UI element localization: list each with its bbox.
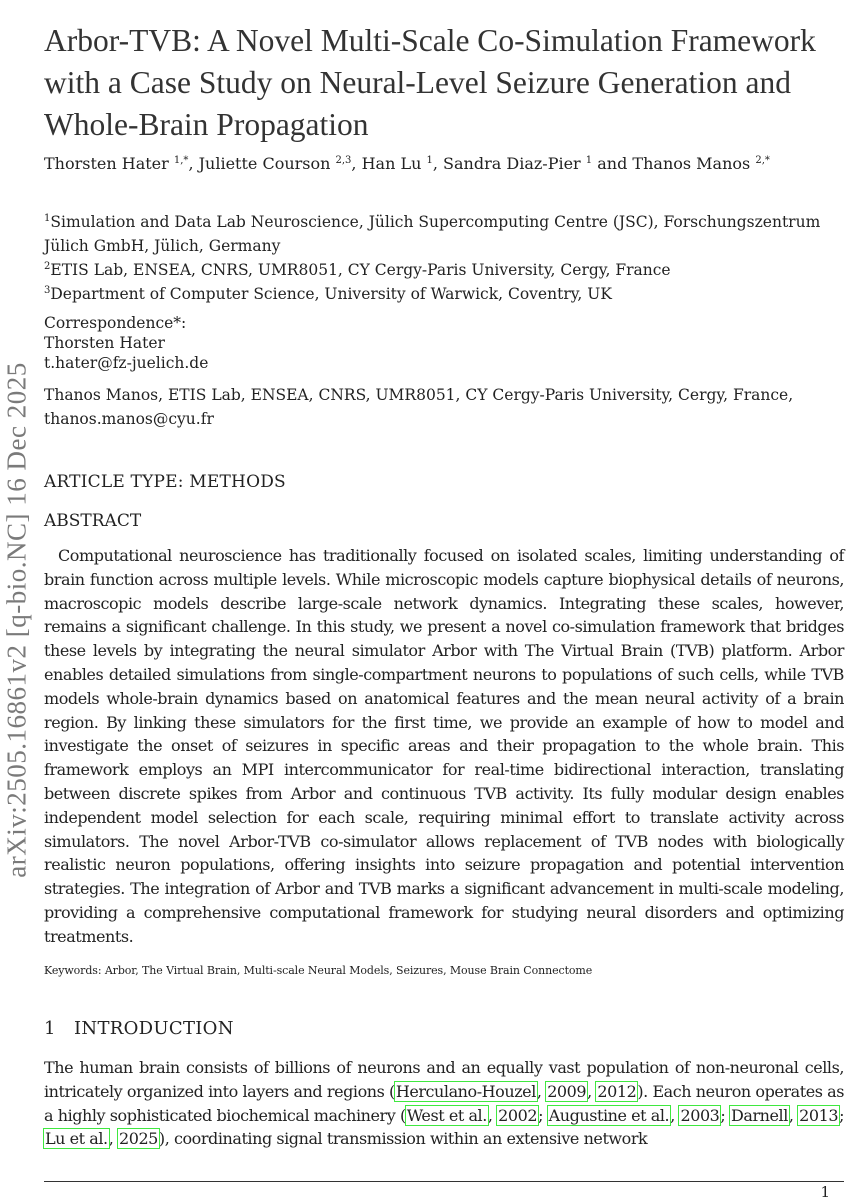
correspondence-name: Thorsten Hater [44,334,165,352]
citation-link[interactable]: 2013 [799,1105,839,1125]
correspondence-block [44,313,208,373]
affiliation-text: ETIS Lab, ENSEA, CNRS, UMR8051, CY Cergy-Paris University, Cergy, France [50,261,671,279]
section-heading [44,1018,234,1039]
correspondence-label: Correspondence*: [44,314,187,332]
affiliation-number: 2 [44,261,51,272]
page-number: 1 [820,1183,830,1201]
affiliation [44,210,844,258]
citation-sep: , [108,1129,118,1149]
author-affil-mark: 1,* [173,155,189,166]
correspondence-second: Thanos Manos, ETIS Lab, ENSEA, CNRS, UMR8051, CY Cergy-Paris University, Cergy, France, thanos.manos@cyu.fr [44,386,794,428]
affiliation-number: 3 [44,285,51,296]
citation-sep: , [536,1081,547,1101]
correspondence-email[interactable]: t.hater@fz-juelich.de [44,354,209,372]
citation-link[interactable]: Darnell [730,1105,788,1125]
author-separator: , [188,154,199,173]
citation-link[interactable]: Augustine et al. [548,1105,670,1125]
author-affil-mark: 1 [585,155,593,166]
citation-sep: ; [720,1105,730,1125]
intro-text: ), coordinating signal transmission within an extensive network [158,1129,648,1149]
affiliation-text: Simulation and Data Lab Neuroscience, Jülich Supercomputing Centre (JSC), Forschungszentrum Jülich GmbH, Jülich, Germany [44,213,821,255]
citation-link[interactable]: West et al. [406,1105,487,1125]
author-name: Sandra Diaz-Pier [443,154,581,173]
citation-sep: ; [538,1105,548,1125]
citation-link[interactable]: Lu et al. [45,1129,108,1149]
author-affil-mark: 1 [426,155,433,166]
affiliation-number: 1 [44,213,51,224]
paper-title: Arbor-TVB: A Novel Multi-Scale Co-Simulation Framework with a Case Study on Neural-Level Seizure Generation and Whole-Brain Propagation [44,23,816,142]
abstract-heading: ABSTRACT [44,511,142,531]
author-separator: , [432,154,444,173]
citation-link[interactable]: 2009 [547,1081,587,1101]
author-affil-mark: 2,* [755,155,770,166]
author-affil-mark: 2,3 [335,155,352,166]
citation-link[interactable]: 2002 [498,1105,538,1125]
arxiv-sidebar [0,0,34,1200]
intro-text: The human brain consists of billions of neurons and an equally vast population of non-neuronal cells, intricately organized into layers and regions ( [44,1058,844,1101]
citation-sep: ; [839,1105,845,1125]
citation-sep: , [587,1081,597,1101]
citation-sep: , [788,1105,799,1125]
citation-sep: , [670,1105,680,1125]
citation-link[interactable]: 2025 [118,1129,158,1149]
intro-paragraph [44,1056,844,1151]
section-title: INTRODUCTION [74,1018,234,1039]
abstract-text: Computational neuroscience has traditionally focused on isolated scales, limiting understanding of brain function across multiple levels. While microscopic models capture biophysical details of neurons, macroscopic models describe large-scale network dynamics. Integrating these scales, however, remains a significant challenge. In this study, we present a novel co-simulation framework that bridges these levels by integrating the neural simulator Arbor with The Virtual Brain (TVB) platform. Arbor enables detailed simulations from single-compartment neurons to populations of such cells, while TVB models whole-brain dynamics based on anatomical features and the mean neural activity of a brain region. By linking these simulators for the first time, we provide an example of how to model and investigate the onset of seizures in specific areas and their propagation to the whole brain. This framework employs an MPI intercommunicator for real-time bidirectional interaction, translating between discrete spikes from Arbor and continuous TVB activity. Its fully modular design enables independent model selection for each scale, requiring minimal effort to translate activity across simulators. The novel Arbor-TVB co-simulator allows replacement of TVB nodes with biologically realistic neuron populations, offering insights into seizure propagation and potential intervention strategies. The integration of Arbor and TVB marks a significant advancement in multi-scale modeling, providing a comprehensive computational framework for studying neural disorders and optimizing treatments. [44,546,844,946]
citation-sep: , [487,1105,498,1125]
author-separator: and [592,154,633,173]
arxiv-identifier: arXiv:2505.16861v2 [q-bio.NC] 16 Dec 2025 [1,362,32,878]
affiliation-text: Department of Computer Science, University of Warwick, Coventry, UK [50,285,612,303]
affiliation-list [44,210,844,306]
affiliation [44,282,844,306]
author-separator: , [351,154,362,173]
article-type: ARTICLE TYPE: METHODS [44,472,286,492]
author-list [44,150,834,178]
citation-link[interactable]: Herculano-Houzel [395,1081,536,1101]
section-number: 1 [44,1018,56,1039]
intro-text: ). Each neuron operates as a highly sophisticated biochemical machinery ( [44,1081,844,1125]
author-name: Thanos Manos [632,154,751,173]
citation-link[interactable]: 2012 [597,1081,637,1101]
author-name: Juliette Courson [198,154,331,173]
citation-link[interactable]: 2003 [680,1105,720,1125]
footer-rule [44,1181,844,1182]
author-name: Han Lu [361,154,422,173]
keywords-line: Keywords: Arbor, The Virtual Brain, Multi-scale Neural Models, Seizures, Mouse Brain Connectome [44,964,593,977]
affiliation [44,258,844,282]
author-name: Thorsten Hater [44,154,169,173]
